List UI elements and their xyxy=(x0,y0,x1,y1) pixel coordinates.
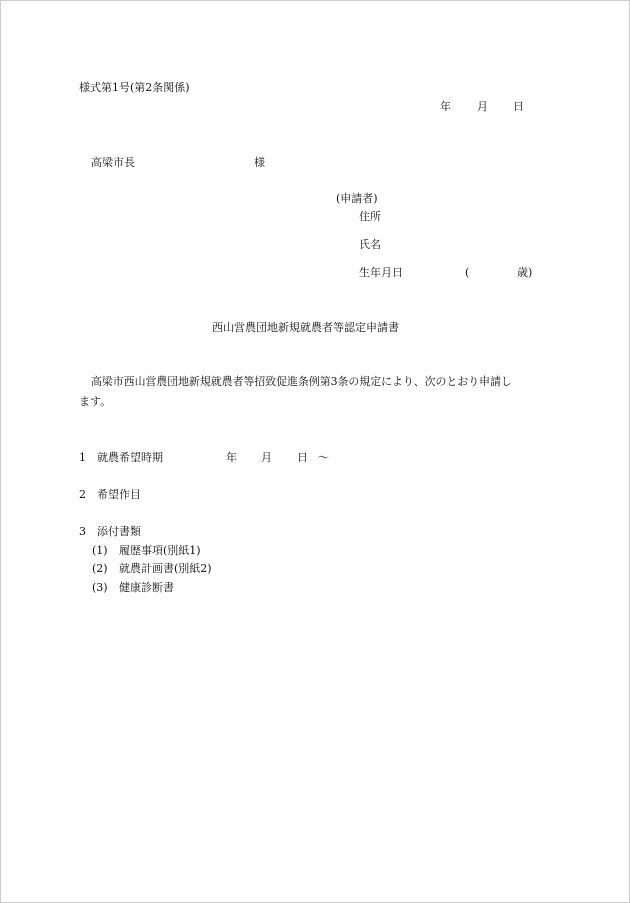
addressee-honorific: 様 xyxy=(254,156,265,169)
item-3-number: 3 xyxy=(79,525,86,538)
applicant-address-label: 住所 xyxy=(359,210,381,223)
date-day: 日 xyxy=(513,100,524,113)
applicant-birthdate-label: 生年月日 xyxy=(359,266,403,279)
subitem-1-number: (1) xyxy=(92,544,108,557)
subitem-3-label: 健康診断書 xyxy=(119,581,174,594)
item-1-month: 月 xyxy=(261,451,272,464)
applicant-label: (申請者) xyxy=(336,192,378,205)
item-1-day: 日 xyxy=(297,451,308,464)
age-open-paren: ( xyxy=(465,266,470,279)
subitem-1-label: 履歴事項(別紙1) xyxy=(119,544,201,557)
body-line-1: 高梁市西山営農団地新規就農者等招致促進条例第3条の規定により、次のとおり申請し xyxy=(91,375,512,388)
body-line-2: ます。 xyxy=(79,395,112,408)
item-1-year: 年 xyxy=(226,451,237,464)
date-year: 年 xyxy=(440,100,451,113)
date-month: 月 xyxy=(477,100,488,113)
item-2-number: 2 xyxy=(79,488,86,501)
item-3-label: 添付書類 xyxy=(97,525,141,538)
item-1-number: 1 xyxy=(79,451,86,464)
addressee-name: 高梁市長 xyxy=(91,156,135,169)
subitem-2-label: 就農計画書(別紙2) xyxy=(119,562,212,575)
subitem-2-number: (2) xyxy=(92,562,108,575)
item-1-tilde: 〜 xyxy=(318,451,329,464)
form-number: 様式第1号(第2条関係) xyxy=(79,81,190,94)
item-2-label: 希望作目 xyxy=(97,488,141,501)
age-close: 歳) xyxy=(517,266,533,279)
applicant-name-label: 氏名 xyxy=(359,238,381,251)
item-1-label: 就農希望時期 xyxy=(97,451,163,464)
subitem-3-number: (3) xyxy=(92,581,108,594)
document-title: 西山営農団地新規就農者等認定申請書 xyxy=(212,321,399,334)
